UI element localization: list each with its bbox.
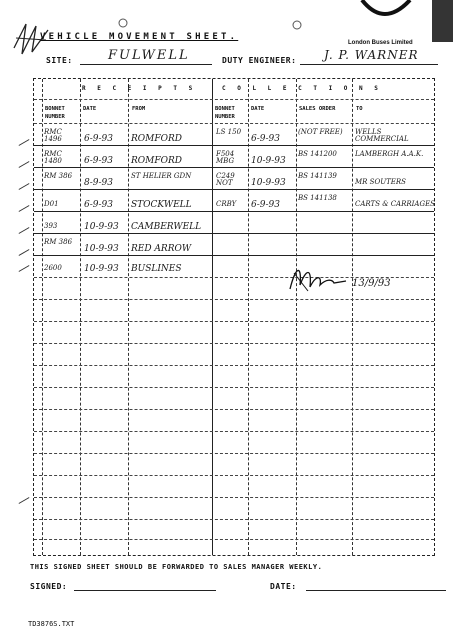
file-name: TD3876S.TXT bbox=[28, 620, 75, 628]
receipt-date: 6-9-93 bbox=[84, 200, 113, 210]
duty-engineer-value: J. P. WARNER bbox=[324, 48, 419, 62]
page-title: VEHICLE MOVEMENT SHEET. bbox=[40, 32, 239, 42]
company-name: London Buses Limited bbox=[348, 40, 413, 46]
collection-sales-order: BS 141139 bbox=[298, 172, 337, 180]
collections-sales-order-header: SALES ORDER bbox=[299, 106, 336, 112]
collection-date: 10-9-93 bbox=[251, 156, 286, 166]
date-label: DATE: bbox=[270, 582, 297, 591]
signed-field bbox=[74, 580, 216, 591]
collection-bonnet: F504 MBG bbox=[216, 150, 235, 165]
collection-sales-order: BS 141200 bbox=[298, 150, 337, 158]
receipt-from: STOCKWELL bbox=[131, 200, 192, 210]
tick-mark bbox=[19, 139, 30, 146]
duty-engineer-label: DUTY ENGINEER: bbox=[222, 56, 297, 65]
tick-mark bbox=[19, 161, 30, 168]
top-right-ink-mark bbox=[360, 0, 453, 45]
collection-date: 6-9-93 bbox=[251, 200, 280, 210]
collection-date: 6-9-93 bbox=[251, 134, 280, 144]
collection-sales-order: (NOT FREE) bbox=[298, 128, 343, 136]
receipt-from: ROMFORD bbox=[131, 156, 182, 166]
signature-date: 13/9/93 bbox=[352, 278, 391, 289]
receipt-date: 6-9-93 bbox=[84, 134, 113, 144]
collection-sales-order: BS 141138 bbox=[298, 194, 337, 202]
receipt-date: 10-9-93 bbox=[84, 244, 119, 254]
date-field bbox=[306, 580, 446, 591]
collection-date: 10-9-93 bbox=[251, 178, 286, 188]
receipt-date: 10-9-93 bbox=[84, 222, 119, 232]
collections-bonnet-header: BONNET NUMBER bbox=[215, 106, 235, 120]
receipts-date-header: DATE bbox=[83, 106, 97, 112]
site-label: SITE: bbox=[46, 56, 73, 65]
punch-mark-left bbox=[116, 16, 130, 30]
collections-date-header: DATE bbox=[251, 106, 265, 112]
receipts-from-header: FROM bbox=[132, 106, 146, 112]
receipt-bonnet: RMC 1496 bbox=[44, 128, 62, 143]
signed-label: SIGNED: bbox=[30, 582, 68, 591]
handwritten-signature bbox=[286, 261, 350, 295]
receipt-bonnet: RM 386 bbox=[44, 238, 73, 246]
tick-mark bbox=[19, 497, 30, 504]
receipt-bonnet: RMC 1480 bbox=[44, 150, 62, 165]
site-field bbox=[80, 50, 212, 65]
punch-mark-right bbox=[290, 18, 304, 32]
collection-bonnet: CRBY bbox=[216, 200, 237, 208]
receipt-bonnet: D01 bbox=[44, 200, 59, 208]
collection-to: CARTS & CARRIAGES bbox=[355, 200, 435, 208]
collection-to: LAMBERGH A.A.K. bbox=[355, 150, 424, 158]
collection-bonnet: C249 NOT bbox=[216, 172, 235, 187]
receipts-section-label: R E C E I P T S bbox=[82, 85, 197, 92]
collection-to: WELLS COMMERCIAL bbox=[355, 128, 409, 143]
collection-bonnet: LS 150 bbox=[216, 128, 242, 136]
receipt-bonnet: RM 386 bbox=[44, 172, 73, 180]
site-value: FULWELL bbox=[108, 48, 190, 63]
collection-to: MR SOUTERS bbox=[355, 178, 406, 186]
tick-mark bbox=[19, 227, 30, 234]
collections-to-header: TO bbox=[356, 106, 363, 112]
receipt-from: BUSLINES bbox=[131, 264, 182, 274]
collections-section-label: C O L L E C T I O N S bbox=[222, 85, 382, 92]
tick-mark bbox=[19, 183, 30, 190]
receipt-from: ST HELIER GDN bbox=[131, 172, 192, 180]
receipts-bonnet-header: BONNET NUMBER bbox=[45, 106, 65, 120]
receipt-date: 6-9-93 bbox=[84, 156, 113, 166]
receipt-date: 10-9-93 bbox=[84, 264, 119, 274]
footer-instruction: THIS SIGNED SHEET SHOULD BE FORWARDED TO SALES MANAGER WEEKLY. bbox=[30, 563, 323, 571]
receipt-from: ROMFORD bbox=[131, 134, 182, 144]
receipt-from: CAMBERWELL bbox=[131, 222, 202, 232]
tick-mark bbox=[19, 265, 30, 272]
receipt-bonnet: 2600 bbox=[44, 264, 62, 272]
tick-mark bbox=[19, 205, 30, 212]
movement-table bbox=[33, 78, 435, 556]
receipt-bonnet: 393 bbox=[44, 222, 58, 230]
receipt-date: 8-9-93 bbox=[84, 178, 113, 188]
receipt-from: RED ARROW bbox=[131, 244, 192, 254]
tick-mark bbox=[19, 249, 30, 256]
duty-engineer-field bbox=[300, 50, 438, 65]
